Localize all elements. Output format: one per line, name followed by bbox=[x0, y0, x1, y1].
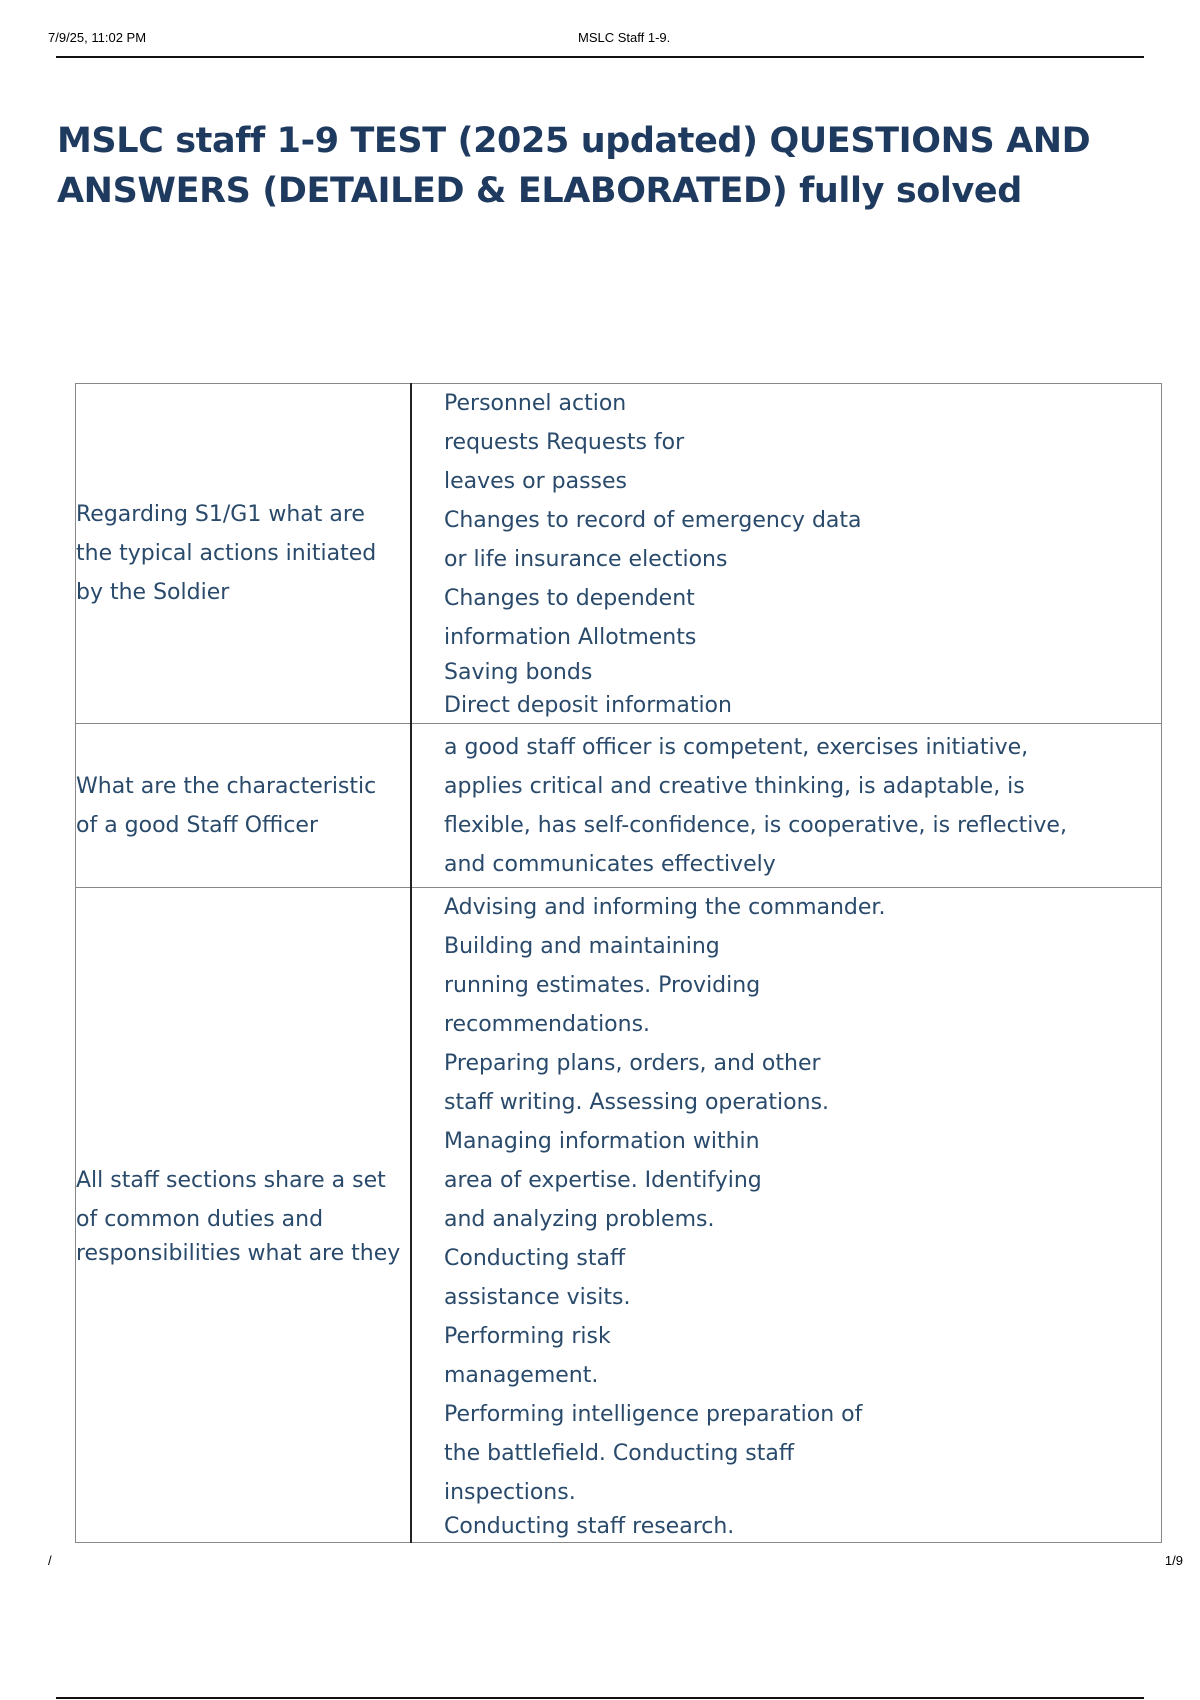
header-divider bbox=[56, 56, 1144, 58]
answer-line: running estimates. Providing bbox=[444, 973, 761, 998]
question-line: Regarding S1/G1 what are bbox=[76, 502, 365, 527]
answer-line: area of expertise. Identifying bbox=[444, 1168, 762, 1193]
answer-line: requests Requests for bbox=[444, 430, 685, 455]
bottom-divider bbox=[56, 1697, 1144, 1699]
table-row bbox=[76, 724, 1162, 888]
question-line: All staff sections share a set bbox=[76, 1168, 386, 1193]
answer-line: and analyzing problems. bbox=[444, 1207, 715, 1232]
answer-line: Personnel action bbox=[444, 391, 627, 416]
question-cell bbox=[76, 888, 412, 1543]
answer-line: Conducting staff bbox=[444, 1246, 626, 1271]
answer-line: Changes to dependent bbox=[444, 586, 695, 611]
answer-line: Changes to record of emergency data bbox=[444, 508, 862, 533]
answer-line: and communicates effectively bbox=[444, 851, 776, 877]
table-row bbox=[76, 384, 1162, 724]
header-date: 7/9/25, 11:02 PM bbox=[48, 30, 147, 45]
document-title-line-2: ANSWERS (DETAILED & ELABORATED) fully solved bbox=[57, 171, 1022, 211]
question-line: by the Soldier bbox=[76, 580, 230, 605]
question-line: responsibilities what are they bbox=[76, 1241, 401, 1266]
answer-line: information Allotments bbox=[444, 625, 697, 650]
document-title-line-1: MSLC staff 1-9 TEST (2025 updated) QUESTIONS AND bbox=[57, 121, 1091, 161]
answer-line: assistance visits. bbox=[444, 1285, 631, 1310]
answer-line: Direct deposit information bbox=[444, 693, 732, 718]
table-row bbox=[76, 888, 1162, 1543]
answer-line: applies critical and creative thinking, is adaptable, is bbox=[444, 773, 1025, 799]
document-title bbox=[57, 116, 1137, 216]
answer-line: management. bbox=[444, 1363, 599, 1388]
answer-line: Building and maintaining bbox=[444, 934, 720, 959]
answer-line: Preparing plans, orders, and other bbox=[444, 1051, 821, 1076]
answer-cell bbox=[411, 384, 1162, 724]
answer-cell bbox=[411, 888, 1162, 1543]
question-line: the typical actions initiated bbox=[76, 541, 377, 566]
answer-line: a good staff officer is competent, exercises initiative, bbox=[444, 734, 1029, 760]
answer-line: inspections. bbox=[444, 1480, 576, 1505]
answer-line: Performing intelligence preparation of bbox=[444, 1402, 863, 1427]
answer-line: Conducting staff research. bbox=[444, 1514, 735, 1539]
answer-line: flexible, has self-confidence, is cooperative, is reflective, bbox=[444, 812, 1067, 838]
qa-table bbox=[75, 383, 1162, 1543]
answer-line: the battlefield. Conducting staff bbox=[444, 1441, 795, 1466]
answer-line: Performing risk bbox=[444, 1324, 611, 1349]
answer-cell bbox=[411, 724, 1162, 888]
page-number: 1/9 bbox=[1164, 1553, 1183, 1568]
answer-line: staff writing. Assessing operations. bbox=[444, 1090, 830, 1115]
answer-line: recommendations. bbox=[444, 1012, 651, 1037]
header-doc-title: MSLC Staff 1-9. bbox=[578, 30, 671, 45]
answer-line: or life insurance elections bbox=[444, 547, 728, 572]
answer-line: leaves or passes bbox=[444, 469, 628, 494]
question-cell bbox=[76, 724, 412, 888]
footer-left-mark: / bbox=[48, 1553, 52, 1568]
question-line: of common duties and bbox=[76, 1207, 324, 1232]
answer-line: Saving bonds bbox=[444, 660, 593, 685]
question-line: of a good Staff Officer bbox=[76, 812, 318, 838]
answer-line: Advising and informing the commander. bbox=[444, 895, 886, 920]
question-line: What are the characteristic bbox=[76, 773, 377, 799]
answer-line: Managing information within bbox=[444, 1129, 760, 1154]
question-cell bbox=[76, 384, 412, 724]
